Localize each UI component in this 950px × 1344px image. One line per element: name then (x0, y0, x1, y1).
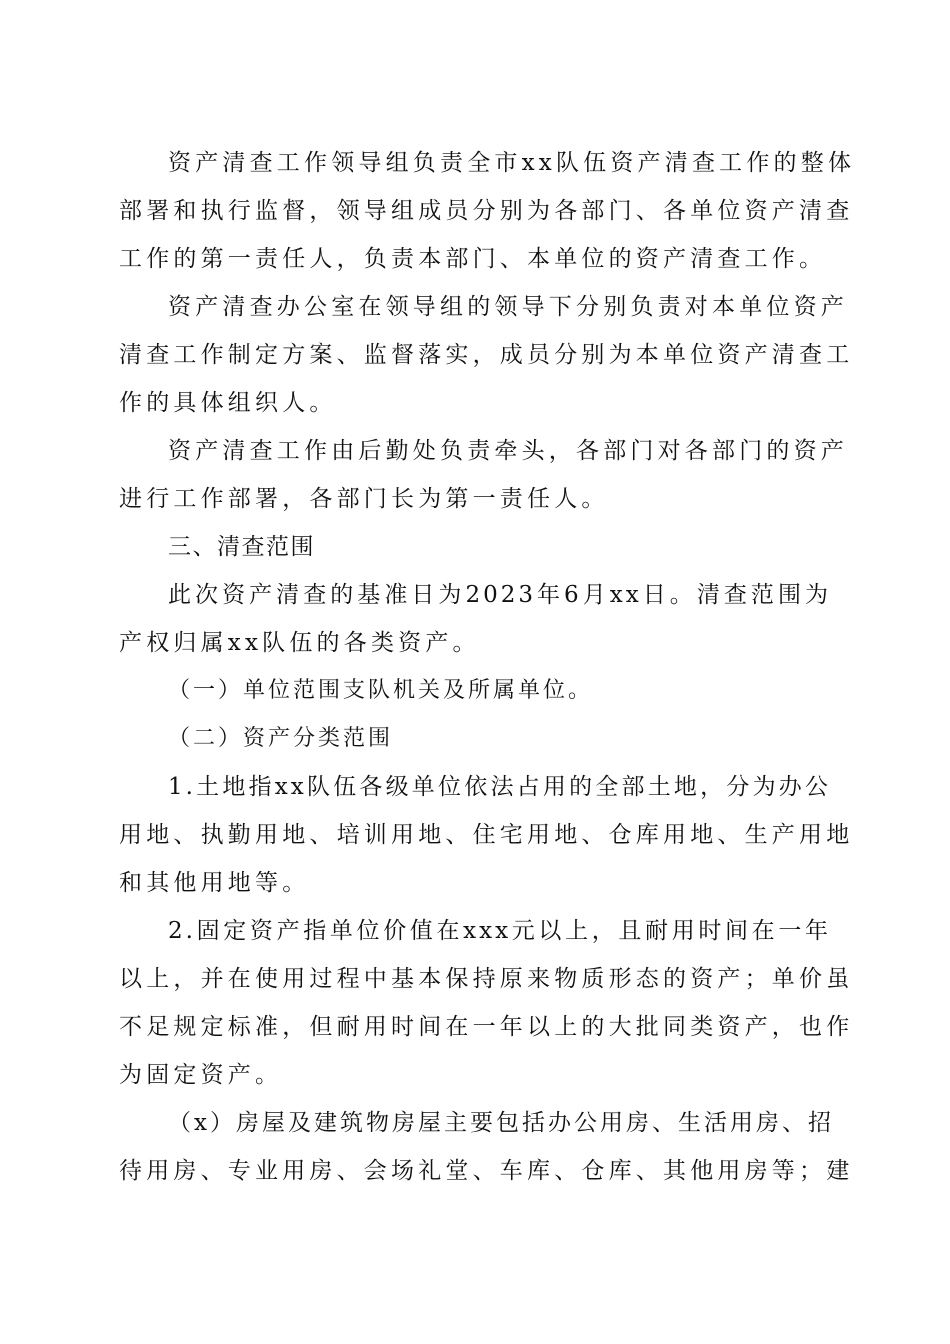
paragraph-2-line-2: 清查工作制定方案、监督落实，成员分别为本单位资产清查工 (119, 342, 854, 368)
item-1-line-1: 1.土地指xx队伍各级单位依法占用的全部土地，分为办公 (168, 774, 831, 800)
item-1-line-3: 和其他用地等。 (119, 870, 310, 896)
paragraph-3-line-2: 进行工作部署，各部门长为第一责任人。 (119, 486, 609, 512)
item-2-line-3: 不足规定标准，但耐用时间在一年以上的大批同类资产，也作 (119, 1014, 854, 1040)
paragraph-2-line-3: 作的具体组织人。 (119, 390, 337, 416)
item-3-line-1: （x）房屋及建筑物房屋主要包括办公用房、生活用房、招 (168, 1110, 834, 1136)
item-3-line-2: 待用房、专业用房、会场礼堂、车库、仓库、其他用房等；建 (119, 1158, 854, 1184)
paragraph-2-line-1: 资产清查办公室在领导组的领导下分别负责对本单位资产 (168, 294, 848, 320)
paragraph-1-line-2: 部署和执行监督，领导组成员分别为各部门、各单位资产清查 (119, 198, 854, 224)
item-2-line-2: 以上，并在使用过程中基本保持原来物质形态的资产；单价虽 (119, 966, 854, 992)
paragraph-4-line-2: 产权归属xx队伍的各类资产。 (119, 630, 480, 656)
item-1-line-2: 用地、执勤用地、培训用地、住宅用地、仓库用地、生产用地 (119, 822, 854, 848)
section-3-heading: 三、清查范围 (168, 534, 315, 560)
subsection-2-heading: （二）资产分类范围 (168, 726, 394, 751)
paragraph-3-line-1: 资产清查工作由后勤处负责牵头，各部门对各部门的资产 (168, 438, 848, 464)
paragraph-1-line-1: 资产清查工作领导组负责全市xx队伍资产清查工作的整体 (168, 150, 856, 176)
item-2-line-1: 2.固定资产指单位价值在xxx元以上，且耐用时间在一年 (168, 918, 831, 944)
subsection-1-heading: （一）单位范围支队机关及所属单位。 (168, 678, 594, 703)
item-2-line-4: 为固定资产。 (119, 1062, 283, 1088)
paragraph-4-line-1: 此次资产清查的基准日为2023年6月xx日。清查范围为 (168, 582, 831, 608)
paragraph-1-line-3: 工作的第一责任人，负责本部门、本单位的资产清查工作。 (119, 246, 827, 272)
